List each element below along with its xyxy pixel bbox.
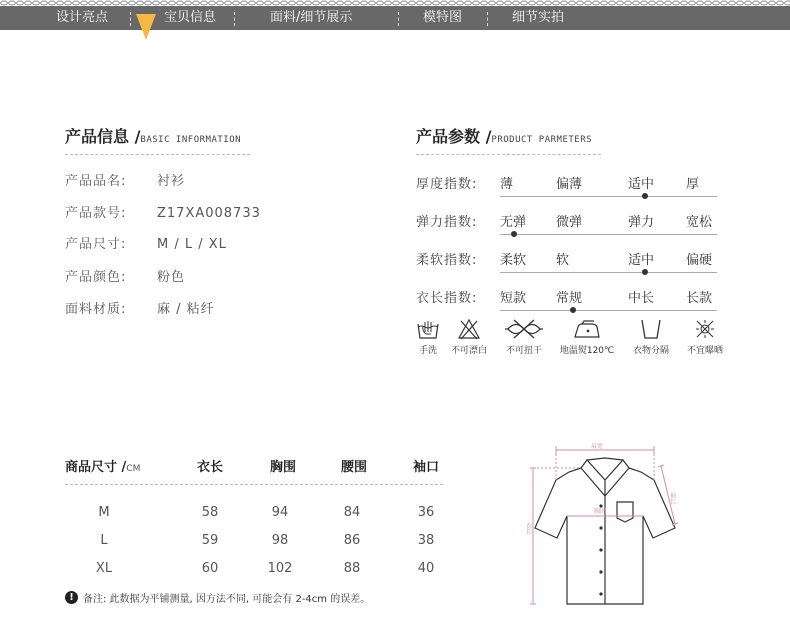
size-table-divider: [65, 484, 443, 485]
param-option: 宽松: [686, 215, 713, 230]
size-cell: 86: [343, 533, 361, 548]
param-option: 短款: [500, 291, 527, 306]
param-option: 弹力: [628, 215, 655, 230]
info-row-sku: [65, 202, 261, 221]
param-scale-track: [500, 196, 717, 197]
size-cell: 84: [343, 505, 361, 520]
info-label: 产品款号:: [65, 206, 127, 221]
param-option: 柔软: [500, 253, 527, 268]
care-iron: [555, 318, 619, 356]
product-params-subtitle: PRODUCT PARMETERS: [491, 135, 593, 145]
param-option: 软: [556, 253, 570, 268]
care-no-bleach: [446, 318, 492, 356]
param-option: 偏薄: [556, 177, 583, 192]
no-wring-icon: [504, 318, 544, 340]
product-params-divider: [416, 154, 601, 155]
product-info-subtitle: BASIC INFORMATION: [140, 135, 242, 145]
size-label: L: [100, 533, 108, 548]
care-no-wring: [500, 318, 548, 356]
size-col-waist: 腰围: [340, 460, 367, 475]
size-label: M: [98, 505, 110, 520]
note-text: 备注: 此数据为平铺测量, 因方法不同, 可能会有 2-4cm 的误差。: [83, 594, 371, 605]
size-table-title: [65, 456, 140, 475]
param-option: 微弹: [556, 215, 583, 230]
info-label: 产品品名:: [65, 174, 127, 189]
size-cell: 38: [417, 533, 435, 548]
param-selected-marker: [642, 269, 648, 275]
product-info-title: [65, 124, 241, 147]
tab-detail-photos[interactable]: 细节实拍: [512, 10, 565, 25]
param-label: 弹力指数:: [416, 215, 478, 230]
iron-icon: [572, 318, 602, 340]
care-label: 不可扭干: [505, 346, 542, 356]
care-label: 不宜曝晒: [686, 346, 723, 356]
shirt-size-diagram: [525, 440, 685, 610]
hand-wash-icon: [416, 318, 440, 340]
no-bleach-icon: [457, 318, 481, 340]
param-label: 衣长指数:: [416, 291, 478, 306]
size-cell: 59: [201, 533, 219, 548]
nav-divider: [398, 12, 399, 26]
param-option: 薄: [500, 177, 514, 192]
measurement-note: [65, 590, 370, 605]
info-value: 麻 / 粘纤: [157, 302, 215, 317]
care-label: 衣物分隔: [632, 346, 669, 356]
care-wash-separately: [627, 318, 675, 356]
nav-divider: [487, 12, 488, 26]
care-label: 地温熨120℃: [559, 346, 615, 356]
param-scale-track: [500, 310, 717, 311]
care-label: 手洗: [418, 346, 437, 356]
product-info-heading: 产品信息 /: [65, 127, 141, 146]
info-value: Z17XA008733: [157, 206, 261, 221]
tab-fabric-details[interactable]: 面料/细节展示: [270, 10, 353, 25]
chest-label: 胸围: [594, 508, 607, 515]
param-option: 常规: [556, 291, 583, 306]
shoulder-label: 肩宽: [591, 443, 604, 450]
no-sun-dry-icon: [693, 318, 717, 340]
wash-separately-icon: [639, 318, 663, 340]
size-col-length: 衣长: [196, 460, 223, 475]
param-label: 厚度指数:: [416, 177, 478, 192]
care-hand-wash: [416, 318, 440, 356]
param-option: 长款: [686, 291, 713, 306]
size-table-unit: CM: [126, 464, 141, 474]
info-value: M / L / XL: [157, 237, 227, 252]
param-scale-track: [500, 234, 717, 235]
info-row-size: [65, 233, 227, 252]
tab-design-highlights[interactable]: 设计亮点: [56, 10, 109, 25]
info-label: 产品颜色:: [65, 270, 127, 285]
param-selected-marker: [511, 231, 517, 237]
info-label: 面料材质:: [65, 302, 127, 317]
param-selected-marker: [642, 193, 648, 199]
tab-product-info[interactable]: 宝贝信息: [164, 10, 217, 25]
size-cell: 102: [267, 561, 293, 576]
nav-divider: [234, 12, 235, 26]
size-cell: 98: [271, 533, 289, 548]
warning-icon: !: [65, 591, 78, 604]
param-option: 适中: [628, 253, 655, 268]
param-label: 柔软指数:: [416, 253, 478, 268]
size-cell: 94: [271, 505, 289, 520]
param-option: 中长: [628, 291, 655, 306]
param-option: 适中: [628, 177, 655, 192]
size-table-heading: 商品尺寸 /: [65, 460, 127, 475]
size-col-cuff: 袖口: [412, 460, 439, 475]
size-label: XL: [95, 561, 113, 576]
size-cell: 58: [201, 505, 219, 520]
param-option: 无弹: [500, 215, 527, 230]
size-cell: 40: [417, 561, 435, 576]
info-label: 产品尺寸:: [65, 237, 127, 252]
info-value: 粉色: [157, 270, 186, 285]
param-scale-track: [500, 272, 717, 273]
size-cell: 36: [417, 505, 435, 520]
size-cell: 88: [343, 561, 361, 576]
param-selected-marker: [570, 307, 576, 313]
size-col-chest: 胸围: [269, 460, 296, 475]
measure-lines: [530, 446, 678, 604]
product-info-divider: [65, 154, 250, 155]
nav-bar: [0, 6, 790, 30]
care-no-sun-dry: [681, 318, 729, 356]
tab-model-photos[interactable]: 模特图: [423, 10, 463, 25]
info-row-name: [65, 170, 185, 189]
param-option: 偏硬: [686, 253, 713, 268]
shirt-buttons-icon: [599, 504, 602, 595]
nav-divider: [130, 12, 131, 26]
param-option: 厚: [686, 177, 700, 192]
info-row-material: [65, 298, 215, 317]
product-params-heading: 产品参数 /: [416, 127, 492, 146]
info-value: 衬衫: [157, 174, 186, 189]
length-label: 衣长: [525, 522, 532, 534]
size-cell: 60: [201, 561, 219, 576]
active-tab-pointer-icon: [136, 14, 156, 40]
info-row-color: [65, 266, 185, 285]
care-label: 不可漂白: [450, 346, 487, 356]
sleeve-label: 袖长: [668, 492, 676, 504]
product-params-title: [416, 124, 592, 147]
